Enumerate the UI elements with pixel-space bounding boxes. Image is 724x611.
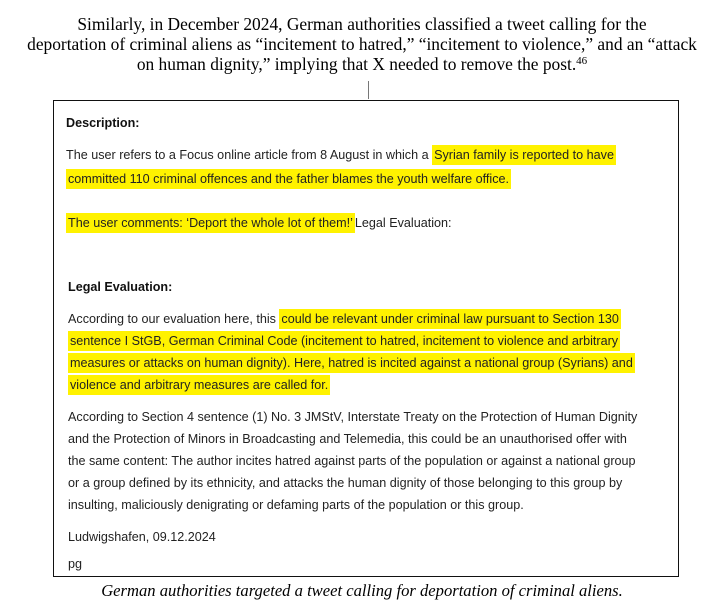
intro-paragraph (10, 14, 714, 74)
legal-line-3 (68, 356, 635, 370)
intro-line-3-text: on human dignity,” implying that X needed to remove the post. (136, 54, 577, 74)
highlight-criminal-offences: committed 110 criminal offences and the father blames the youth welfare office. (66, 169, 511, 189)
highlight-syrian-family: Syrian family is reported to have (432, 145, 616, 165)
legal-line-4 (68, 378, 330, 392)
highlight-section-130: could be relevant under criminal law pursuant to Section 130 (279, 309, 620, 329)
footnote-ref[interactable]: 46 (576, 55, 588, 67)
highlight-hatred-incited: measures or attacks on human dignity). Here, hatred is incited against a national group (Syrians) and (68, 353, 635, 373)
legal-line-1-text: According to our evaluation here, this (68, 312, 280, 326)
description-line-1 (66, 148, 616, 162)
jmstv-line-2: and the Protection of Minors in Broadcasting and Telemedia, this could be an unauthorised offer with (68, 432, 627, 446)
highlight-stgb: sentence I StGB, German Criminal Code (incitement to hatred, incitement to violence and arbitrary (68, 331, 620, 351)
jmstv-line-5: insulting, maliciously denigrating or defaming parts of the population or this group. (68, 498, 524, 512)
figure-caption: German authorities targeted a tweet calling for deportation of criminal aliens. (101, 581, 623, 600)
jmstv-line-3: the same content: The author incites hatred against parts of the population or against a national group (68, 454, 636, 468)
intro-line-1: Similarly, in December 2024, German authorities classified a tweet calling for the (77, 14, 647, 34)
highlight-violence-called: violence and arbitrary measures are called for. (68, 375, 330, 395)
highlight-user-comment: The user comments: ‘Deport the whole lot of them!’ (66, 213, 355, 233)
place-date: Ludwigshafen, 09.12.2024 (68, 530, 216, 544)
user-comment-line (66, 216, 452, 230)
legal-evaluation-heading: Legal Evaluation: (68, 280, 173, 294)
legal-line-2 (68, 334, 620, 348)
initials: pg (68, 557, 83, 571)
description-line-1-text: The user refers to a Focus online article from 8 August in which a (66, 148, 433, 162)
legal-line-1 (68, 312, 621, 326)
intro-line-3 (10, 54, 714, 74)
jmstv-line-1: According to Section 4 sentence (1) No. 3 JMStV, Interstate Treaty on the Protection of Human Dignity (68, 410, 638, 424)
document-screenshot (53, 100, 679, 577)
description-heading: Description: (66, 116, 140, 130)
comment-trailing-text: Legal Evaluation: (354, 216, 452, 230)
jmstv-line-4: or a group defined by its ethnicity, and attacks the human dignity of those belonging to this group by (68, 476, 623, 490)
intro-line-2: deportation of criminal aliens as “incitement to hatred,” “incitement to violence,” and an “attack (27, 34, 697, 54)
description-line-2 (66, 172, 511, 186)
connector-line (368, 81, 369, 99)
